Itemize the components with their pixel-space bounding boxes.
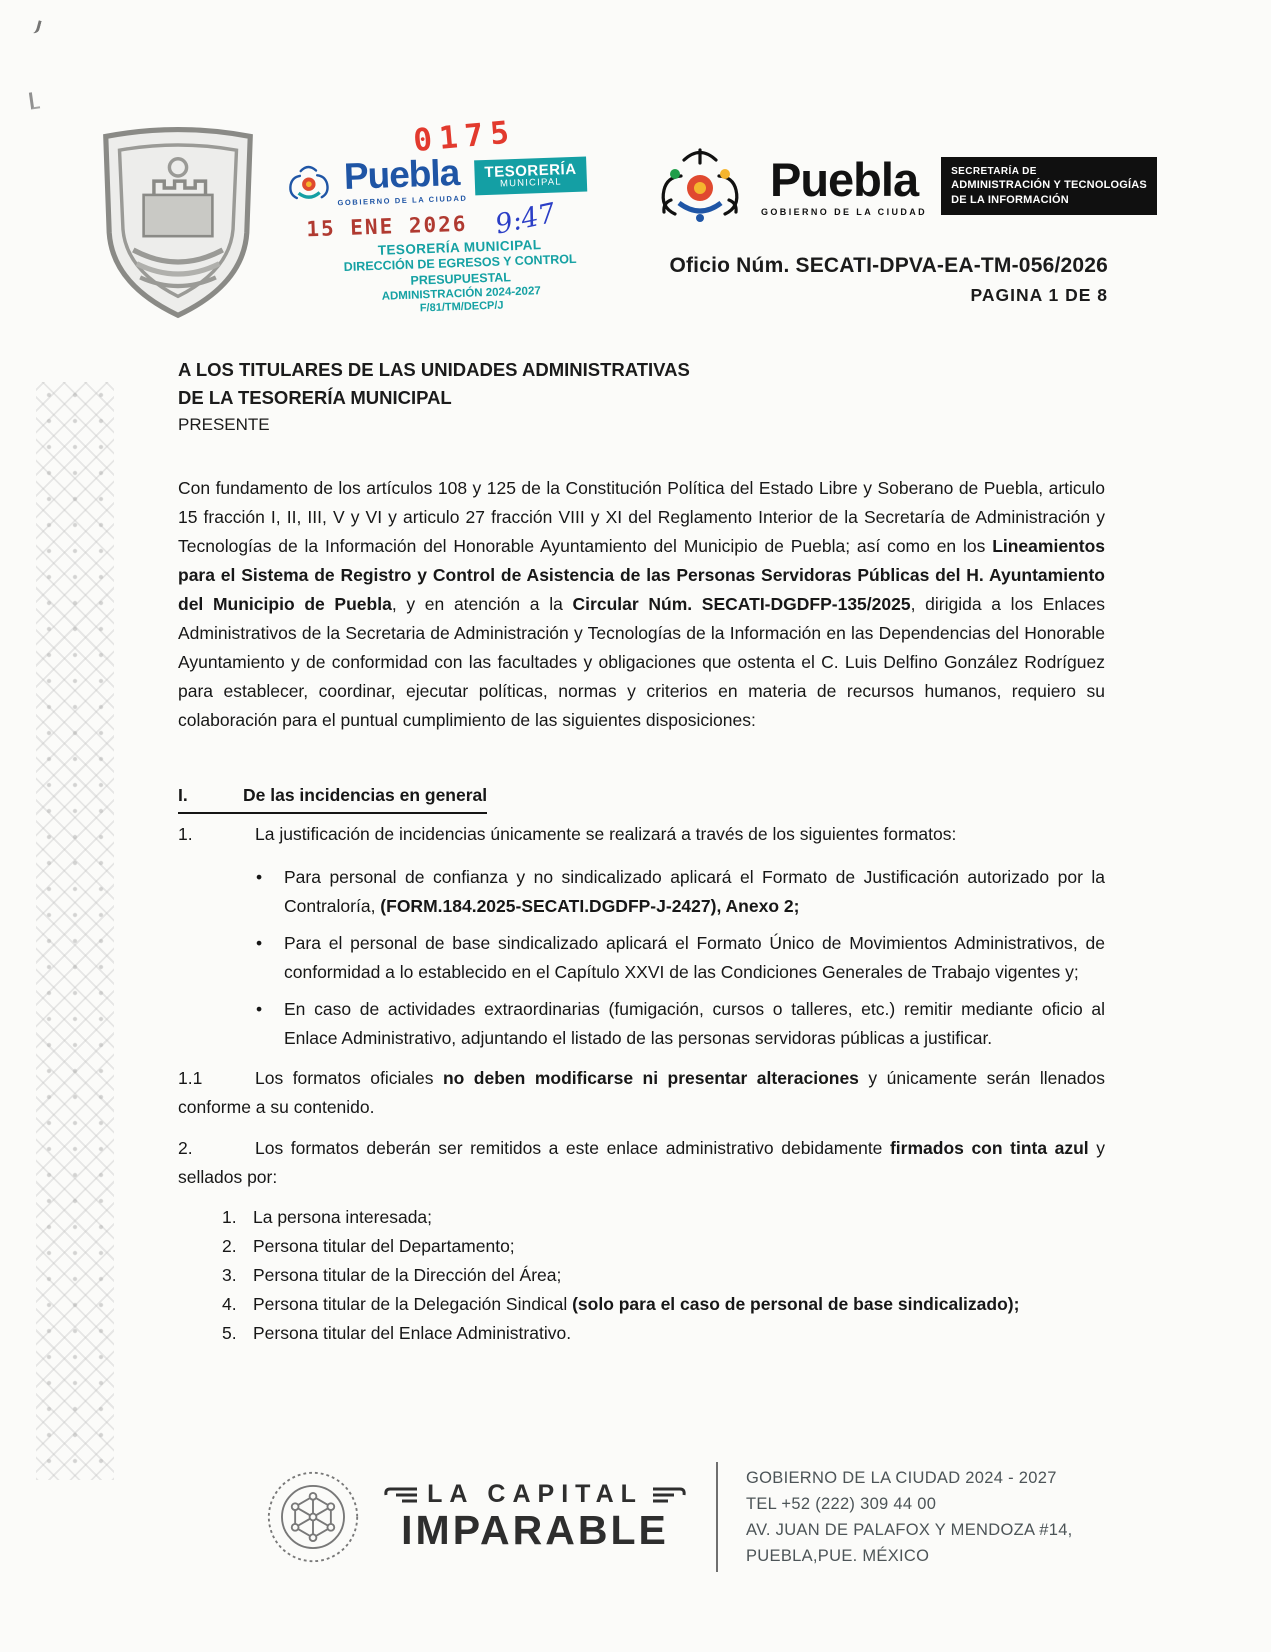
stamp-brand-wordmark: Puebla [343, 151, 460, 197]
secretaria-badge-line: ADMINISTRACIÓN Y TECNOLOGÍAS [951, 179, 1147, 192]
document-body [178, 474, 1105, 1348]
secretaria-badge-line: DE LA INFORMACIÓN [951, 193, 1069, 206]
paragraph-item-1-1 [178, 1064, 1105, 1122]
stamp-office-line: PRESUPUESTAL [410, 269, 512, 288]
stamp-office-line: F/81/TM/DECP/J [419, 299, 504, 315]
text-segment-bold: firmados con tinta azul [889, 1138, 1089, 1158]
text-segment: Los formatos deberán ser remitidos a este enlace administrativo debidamente [255, 1138, 890, 1158]
text-segment-bold: (FORM.184.2025-SECATI.DGDFP-J-2427), Anexo 2; [380, 896, 800, 916]
text-segment: Con fundamento de los artículos 108 y 125 de la Constitución Política del Estado Libre y Soberano de Puebla, articulo 15 fracción I, II, III, V y VI y articulo 27 fracción VIII y XI del Reglamento Interior de la Secretaría de Administración y Tecnologías de la Información del Honorable Ayuntamiento del Municipio de Puebla; así como en los [178, 478, 1105, 556]
list-item [178, 1232, 1105, 1261]
item-number: 1.1 [178, 1068, 203, 1088]
list-item [178, 1319, 1105, 1348]
list-number: 2. [222, 1236, 237, 1256]
bullet-marker [256, 863, 284, 921]
scan-artifact-mark [29, 91, 40, 109]
list-number: 3. [222, 1265, 237, 1285]
page-indicator: PAGINA 1 DE 8 [970, 285, 1108, 305]
paragraph-item-2 [178, 1134, 1105, 1192]
formats-bullet-list [178, 863, 1105, 1053]
text-segment: Persona titular del Enlace Administrativo. [253, 1323, 572, 1343]
addressee-line: A LOS TITULARES DE LAS UNIDADES ADMINISTRATIVAS [178, 359, 690, 380]
section-number: I. [178, 785, 188, 805]
brand-subtitle: GOBIERNO DE LA CIUDAD [761, 206, 928, 217]
puebla-talavera-icon-stamp [284, 160, 334, 208]
section-heading-incidencias [178, 781, 1105, 814]
footer-address-line: GOBIERNO DE LA CIUDAD 2024 - 2027 [746, 1469, 1057, 1487]
received-stamp [283, 110, 635, 320]
addressee-line: DE LA TESORERÍA MUNICIPAL [178, 387, 452, 408]
bullet-marker [256, 929, 284, 987]
text-segment: La persona interesada; [253, 1207, 433, 1227]
list-number: 4. [222, 1294, 237, 1314]
stamp-badge-line: TESORERÍA [484, 160, 577, 181]
list-item [178, 863, 1105, 921]
la-capital-imparable-logo [380, 1480, 690, 1554]
item-number: 1. [178, 824, 193, 844]
list-item [178, 1261, 1105, 1290]
text-segment: Para el personal de base sindicalizado aplicará el Formato Único de Movimientos Administrativos, de conformidad a lo establecido en el Capítulo XXVI de las Condiciones Generales de Trabajo vigentes y; [284, 933, 1105, 982]
list-number: 1. [222, 1207, 237, 1227]
puebla-talavera-icon [645, 140, 755, 232]
secretaria-badge-line: SECRETARÍA DE [951, 166, 1037, 178]
list-item [178, 1203, 1105, 1232]
text-segment: Persona titular de la Dirección del Área; [253, 1265, 562, 1285]
oficio-number: Oficio Núm. SECATI-DPVA-EA-TM-056/2026 [669, 254, 1108, 277]
stamp-office-line: DIRECCIÓN DE EGRESOS Y CONTROL [343, 252, 577, 275]
stamp-office-line: ADMINISTRACIÓN 2024-2027 [381, 285, 541, 303]
addressee-block [178, 356, 690, 435]
handwritten-time-note: 9:47 [492, 197, 559, 241]
text-segment: Para personal de confianza y no sindicalizado aplicará el Formato de Justificación autorizado por la Contraloría, [284, 867, 1105, 916]
brand-wordmark: Puebla [769, 152, 919, 206]
text-segment: La justificación de incidencias únicamente se realizará a través de los siguientes formatos: [255, 824, 957, 844]
puebla-government-logo [645, 140, 1160, 232]
list-item [178, 929, 1105, 987]
text-segment: , dirigida a los Enlaces Administrativos de la Secretaria de Administración y Tecnologías de la Información en las Dependencias del Honorable Ayuntamiento y de conformidad con las facultades y obligaciones que ostenta el C. Luis Delfino González Rodríguez para establecer, coordinar, ejecutar políticas, normas y criterios en materia de recursos humanos, requiero su colaboración para el puntual cumplimiento de las siguientes disposiciones: [178, 594, 1105, 730]
signers-numbered-list [178, 1203, 1105, 1348]
item-number: 2. [178, 1138, 193, 1158]
bullet-marker [256, 995, 284, 1053]
wing-icon-right [651, 1485, 687, 1505]
coat-of-arms-seal-icon [92, 126, 264, 324]
received-date-stamp: 15 ENE 2026 [305, 211, 468, 242]
text-segment: , y en atención a la [391, 594, 573, 614]
document-header [645, 140, 1160, 306]
stamp-brand-subtitle: GOBIERNO DE LA CIUDAD [337, 193, 468, 208]
list-item [178, 995, 1105, 1053]
secretaria-badge [941, 157, 1157, 215]
capital-wordmark-line: IMPARABLE [401, 1507, 669, 1553]
footer-address-line: TEL +52 (222) 309 44 00 [746, 1495, 937, 1513]
text-segment-bold: Circular Núm. SECATI-DGDFP-135/2025 [572, 594, 911, 614]
list-number: 5. [222, 1323, 237, 1343]
certification-seal-icon [266, 1470, 360, 1564]
text-segment-bold: (solo para el caso de personal de base sindicalizado); [572, 1294, 1020, 1314]
stamp-office-badge [474, 156, 587, 196]
text-segment-bold: Lineamientos para el Sistema de Registro y Control de Asistencia de las Personas Servidoras Públicas del H. Ayuntamiento del Municipio de Puebla [178, 536, 1105, 614]
footer-address-block [746, 1465, 1073, 1569]
security-pattern-left-edge [36, 382, 114, 1480]
document-footer [266, 1462, 1166, 1572]
scan-artifact-mark [32, 19, 41, 34]
paragraph-item-1 [178, 820, 1105, 849]
folio-number-stamp: 0175 [411, 114, 518, 160]
section-title: De las incidencias en general [243, 785, 488, 805]
text-segment: Persona titular de la Delegación Sindical [253, 1294, 573, 1314]
stamp-office-line: TESORERÍA MUNICIPAL [377, 237, 542, 258]
text-segment: Los formatos oficiales [255, 1068, 443, 1088]
stamp-office-lines [287, 234, 634, 320]
footer-divider [716, 1462, 718, 1572]
addressee-salutation: PRESENTE [178, 415, 270, 434]
list-item [178, 1290, 1105, 1319]
text-segment: y sellados por: [178, 1138, 1105, 1187]
text-segment: y únicamente serán llenados conforme a su contenido. [178, 1068, 1106, 1117]
capital-wordmark-line: LA CAPITAL [427, 1480, 643, 1508]
paragraph-intro [178, 474, 1105, 735]
footer-address-line: PUEBLA,PUE. MÉXICO [746, 1547, 930, 1565]
text-segment-bold: no deben modificarse ni presentar alteraciones [442, 1068, 859, 1088]
footer-address-line: AV. JUAN DE PALAFOX Y MENDOZA #14, [746, 1521, 1073, 1539]
wing-icon-left [383, 1485, 419, 1505]
text-segment: Persona titular del Departamento; [253, 1236, 515, 1256]
stamp-badge-line: MUNICIPAL [499, 176, 563, 190]
text-segment: En caso de actividades extraordinarias (fumigación, cursos o talleres, etc.) remitir mediante oficio al Enlace Administrativo, adjuntando el listado de las personas servidoras públicas a justificar. [284, 999, 1105, 1048]
